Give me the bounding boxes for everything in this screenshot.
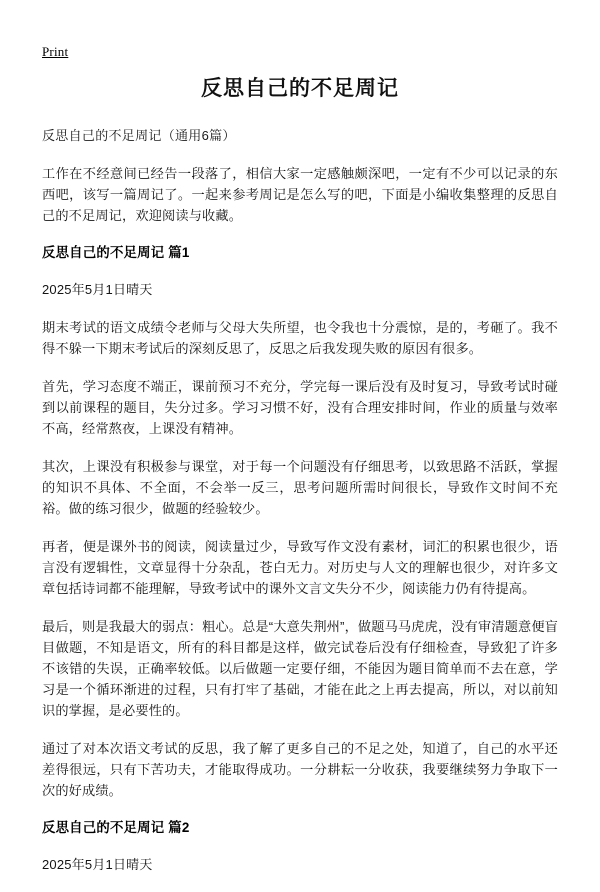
- section-date-2: 2025年5月1日晴天: [42, 857, 153, 872]
- intro-paragraph: 工作在不经意间已经告一段落了，相信大家一定感触颇深吧，一定有不少可以记录的东西吧，该写一篇周记了。一起来参考周记是怎么写的吧，下面是小编收集整理的反思自己的不足周记，欢迎阅读与收藏。: [42, 166, 558, 223]
- page-title: 反思自己的不足周记: [201, 77, 399, 100]
- section-1-paragraph-5: 最后，则是我最大的弱点：粗心。总是“大意失荆州”，做题马马虎虎，没有审清题意便盲目做题，不知是语文，所有的科目都是这样，做完试卷后没有仔细检查，导致犯了许多不该错的失误，正确率较低。以后做题一定要仔细，不能因为题目简单而不去在意，学习是一个循环渐进的过程，只有打牢了基础，才能在此之上再去提高，所以，对以前知识的掌握，是必要性的。: [42, 619, 558, 718]
- section-date-1: 2025年5月1日晴天: [42, 282, 153, 297]
- section-heading-2: 反思自己的不足周记 篇2: [42, 820, 190, 835]
- section-1-paragraph-1: 期末考试的语文成绩令老师与父母大失所望，也令我也十分震惊，是的，考砸了。我不得不躲一下期末考试后的深刻反思了，反思之后我发现失败的原因有很多。: [42, 320, 558, 356]
- section-1-paragraph-6: 通过了对本次语文考试的反思，我了解了更多自己的不足之处，知道了，自己的水平还差得很远，只有下苦功夫，才能取得成功。一分耕耘一分收获，我要继续努力争取下一次的好成绩。: [42, 741, 558, 798]
- section-1-paragraph-2: 首先，学习态度不端正，课前预习不充分，学完每一课后没有及时复习，导致考试时碰到以前课程的题目，失分过多。学习习惯不好，没有合理安排时间，作业的质量与效率不高，经常熬夜，上课没有精神。: [42, 379, 558, 436]
- section-1-paragraph-3: 其次，上课没有积极参与课堂，对于每一个问题没有仔细思考，以致思路不活跃，掌握的知识不具体、不全面，不会举一反三，思考问题所需时间很长，导致作文时间不充裕。做的练习很少，做题的经验较少。: [42, 459, 558, 516]
- section-heading-1: 反思自己的不足周记 篇1: [42, 245, 190, 260]
- section-1-paragraph-4: 再者，便是课外书的阅读，阅读量过少，导致写作文没有素材，词汇的积累也很少，语言没有逻辑性，文章显得十分杂乱，苍白无力。对历史与人文的理解也很少，对许多文章包括诗词都不能理解，导致考试中的课外文言文失分不少，阅读能力仍有待提高。: [42, 539, 558, 596]
- document-content: [42, 74, 558, 892]
- document-subtitle: 反思自己的不足周记（通用6篇）: [42, 128, 236, 143]
- print-link[interactable]: Print: [42, 44, 69, 59]
